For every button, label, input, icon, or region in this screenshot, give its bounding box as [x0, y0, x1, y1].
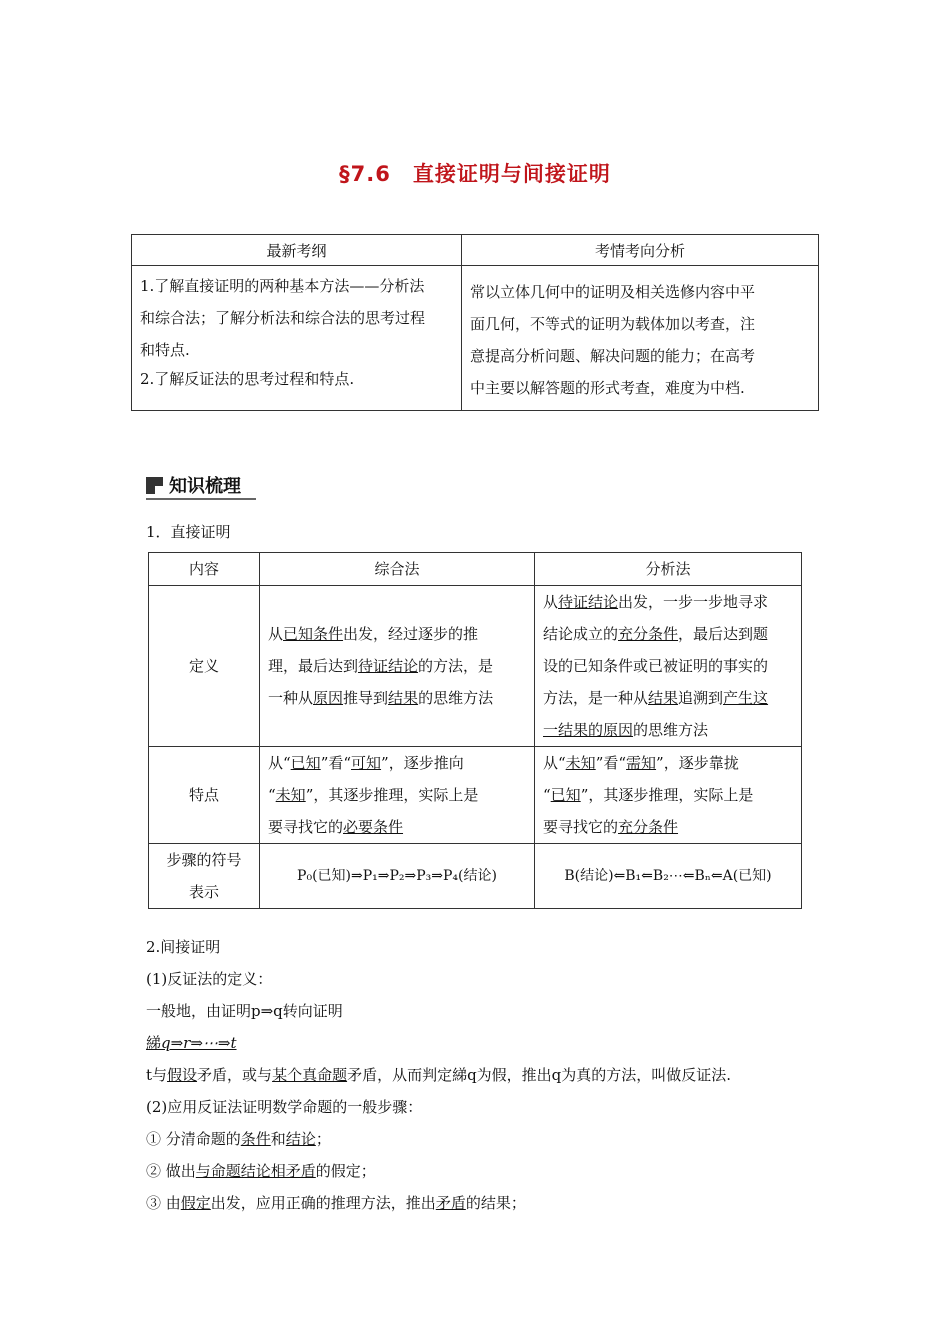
analytic-definition: 从待证结论出发，一步一步地寻求 结论成立的充分条件，最后达到题 设的已知条件或已被证明的事实的 方法，是一种从结果追溯到产生这 一结果的原因的思维方法	[535, 586, 802, 747]
synthetic-definition: 从已知条件出发，经过逐步的推 理，最后达到待证结论的方法，是 一种从原因推导到结果的思维方法	[260, 586, 535, 747]
section-square-icon	[146, 477, 163, 494]
outline-cell	[132, 266, 462, 411]
indirect-proof-heading: 2.间接证明	[146, 938, 221, 956]
outline-header: 最新考纲	[132, 235, 462, 266]
synthetic-feature: 从“已知”看“可知”，逐步推向 “未知”，其逐步推理，实际上是 要寻找它的必要条件	[260, 747, 535, 844]
col-content-header: 内容	[149, 553, 260, 586]
analysis-line: 常以立体几何中的证明及相关选修内容中平	[470, 283, 756, 301]
analysis-line: 面几何，不等式的证明为载体加以考查，注	[470, 315, 756, 333]
step-3: ③ 由假定出发，应用正确的推理方法，推出矛盾的结果；	[146, 1194, 526, 1212]
analytic-steps: B(结论)⇐B₁⇐B₂⋯⇐Bₙ⇐A(已知)	[535, 844, 802, 909]
analysis-cell	[462, 266, 819, 411]
definition-line-2: 綈q⇒r⇒⋯⇒t	[146, 1034, 237, 1052]
contradiction-definition-heading: (1)反证法的定义：	[146, 970, 273, 988]
synthetic-steps: P₀(已知)⇒P₁⇒P₂⇒P₃⇒P₄(结论)	[260, 844, 535, 909]
row-definition-label: 定义	[149, 586, 260, 747]
analysis-header: 考情考向分析	[462, 235, 819, 266]
analysis-line: 意提高分析问题、解决问题的能力；在高考	[470, 347, 756, 365]
exam-outline-table	[131, 234, 819, 411]
direct-proof-heading: 1．直接证明	[146, 523, 231, 541]
analysis-line: 中主要以解答题的形式考查，难度为中档.	[470, 379, 745, 397]
outline-line: 2.了解反证法的思考过程和特点.	[140, 370, 355, 388]
general-steps-heading: (2)应用反证法证明数学命题的一般步骤：	[146, 1098, 423, 1116]
col-analytic-header: 分析法	[535, 553, 802, 586]
row-steps-label: 步骤的符号 表示	[149, 844, 260, 909]
definition-line-1: 一般地，由证明p⇒q转向证明	[146, 1002, 343, 1020]
col-synthetic-header: 综合法	[260, 553, 535, 586]
step-1: ① 分清命题的条件和结论；	[146, 1130, 331, 1148]
outline-line: 和特点.	[140, 341, 190, 359]
section-knowledge	[146, 472, 256, 500]
outline-line: 1.了解直接证明的两种基本方法——分析法	[140, 277, 425, 295]
analytic-feature: 从“未知”看“需知”，逐步靠拢 “已知”，其逐步推理，实际上是 要寻找它的充分条件	[535, 747, 802, 844]
direct-proof-table	[148, 552, 802, 909]
page-title: §7.6 直接证明与间接证明	[339, 162, 611, 186]
step-2: ② 做出与命题结论相矛盾的假定；	[146, 1162, 376, 1180]
outline-line: 和综合法；了解分析法和综合法的思考过程	[140, 309, 426, 327]
row-feature-label: 特点	[149, 747, 260, 844]
definition-line-3: t与假设矛盾，或与某个真命题矛盾，从而判定綈q为假，推出q为真的方法，叫做反证法.	[146, 1066, 732, 1084]
section-label: 知识梳理	[169, 476, 241, 497]
